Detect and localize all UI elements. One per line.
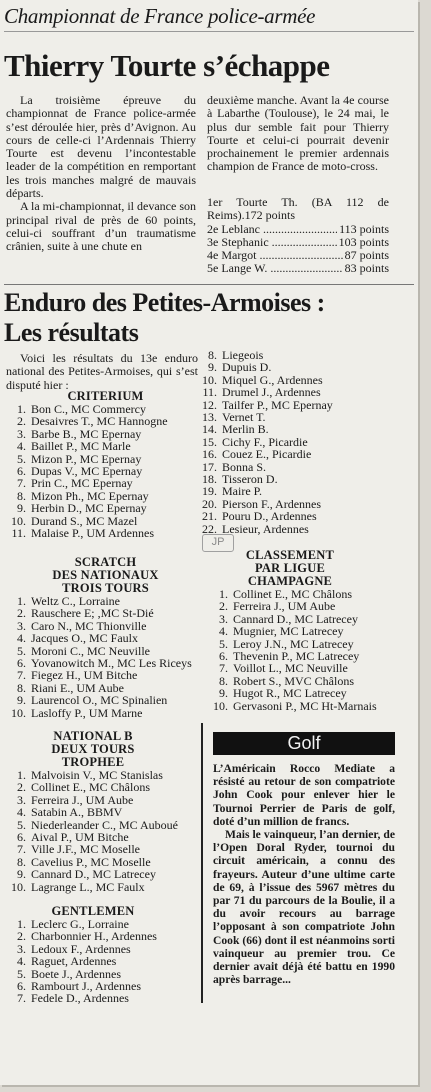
list-number: 14. — [202, 422, 217, 437]
title-line: DEUX TOURS — [51, 742, 135, 756]
list-number: 8. — [208, 348, 217, 362]
gentlemen-title: GENTLEMEN — [51, 904, 135, 918]
section-divider — [4, 284, 414, 285]
list-text: Riani E., UM Aube — [31, 680, 124, 695]
list-item — [8, 843, 203, 855]
list-text: Pouru D., Ardennes — [222, 509, 317, 524]
list-number: 5. — [17, 643, 26, 658]
golf-paragraph: Mais le vainqueur, l’an dernier, de l’Open Doral Ryder, tournoi du circuit américain, a connu des frayeurs. Auteur d’une ultime carte de 69, à l’issue des 5967 mètres du par 71 du parcours de la Boulie, il a du avoir recours au barrage l’opposant à son compatriote John Cook (66) dont il est néanmoins sorti vainqueur au premier trou. Ce dernier avait déjà été battu en 1990 après barrage... — [213, 828, 395, 987]
list-number: 5. — [17, 966, 26, 981]
article-paragraph: deuxième manche. Avant la 4e course à Labarthe (Toulouse), le 24 mai, le plus dur semble fait pour Thierry Tourte et celui-ci pourrait devenir prochainement le premier ardennais champion de France de moto-cross. — [207, 93, 389, 174]
list-number: 21. — [202, 509, 217, 524]
title-line: DES NATIONAUX — [52, 568, 159, 582]
list-number: 3. — [17, 792, 26, 807]
list-number: 8. — [17, 854, 26, 869]
list-number: 1. — [17, 917, 26, 931]
list-text: Leclerc G., Lorraine — [31, 917, 129, 931]
list-item — [8, 868, 203, 880]
criterium-continued-list — [199, 349, 394, 535]
list-text: Jacques O., MC Faulx — [31, 631, 138, 646]
list-text: Fedele D., Ardennes — [31, 991, 129, 1006]
list-number: 4. — [17, 805, 26, 820]
list-number: 10. — [213, 698, 228, 713]
list-text: Miquel G., Ardennes — [222, 372, 323, 387]
list-number: 4. — [17, 439, 26, 454]
criterium-title: CRITERIUM — [67, 389, 144, 403]
list-text: Merlin B. — [222, 422, 269, 437]
enduro-intro — [6, 352, 198, 392]
result-points: 83 points — [344, 261, 389, 276]
list-number: 9. — [219, 686, 228, 701]
list-item — [199, 423, 394, 435]
list-number: 18. — [202, 472, 217, 487]
list-text: Tisseron D. — [222, 472, 278, 487]
list-number: 1. — [17, 594, 26, 608]
gentlemen-list — [8, 918, 203, 1005]
list-number: 2. — [17, 414, 26, 429]
criterium-list — [8, 403, 203, 539]
list-number: 20. — [202, 496, 217, 511]
list-text: Tailfer P., MC Epernay — [222, 397, 333, 412]
list-text: Satabin A., BBMV — [31, 805, 123, 820]
result-row — [207, 223, 389, 236]
golf-paragraph: L’Américain Rocco Mediate a résisté au retour de son compatriote John Cook pour enlever hier le Tournoi Perrier de Paris de golf, doté d’un million de francs. — [213, 762, 395, 828]
list-item — [8, 781, 203, 793]
list-text: Mizon P., MC Epernay — [31, 451, 142, 466]
list-text: Mugnier, MC Latrecey — [233, 624, 344, 639]
list-text: Hugot R., MC Latrecey — [233, 686, 347, 701]
list-text: Ledoux F., Ardennes — [31, 941, 131, 956]
title-line: TROIS TOURS — [62, 581, 149, 595]
criterium-continued — [199, 349, 394, 535]
title-line: PAR LIGUE — [255, 561, 325, 575]
list-text: Liegeois — [222, 348, 264, 362]
list-text: Cannard D., MC Latrecey — [233, 611, 358, 626]
title-line: NATIONAL B — [53, 729, 133, 743]
criterium-section — [8, 390, 203, 539]
list-number: 3. — [17, 941, 26, 956]
list-number: 5. — [17, 817, 26, 832]
list-number: 10. — [11, 705, 26, 720]
list-number: 6. — [17, 830, 26, 845]
result-name: 2e Leblanc ..... — [207, 223, 337, 236]
article-paragraph: La troisième épreuve du championnat de France police-armée s’est déroulée hier, près d’Avignon. Au cours de celle-ci l’Ardennais Thierry Tourte est devenu l’incontestable leader de la compétition en remportant les trois manches malgré de mauvais départs. — [6, 93, 196, 201]
list-number: 8. — [219, 673, 228, 688]
list-text: Thevenin P., MC Latrecey — [233, 649, 360, 664]
scratch-list — [8, 595, 203, 719]
list-text: Gervasoni P., MC Ht-Marnais — [233, 698, 377, 713]
list-number: 17. — [202, 459, 217, 474]
list-text: Ville J.F., MC Moselle — [31, 842, 140, 857]
list-item — [8, 707, 203, 719]
enduro-headline-line: Les résultats — [4, 318, 139, 347]
list-text: Vernet T. — [222, 410, 266, 425]
list-number: 7. — [17, 476, 26, 491]
list-item — [8, 632, 203, 644]
classement-section — [210, 549, 405, 712]
enduro-headline-line: Enduro des Petites-Armoises : — [4, 288, 325, 317]
list-text: Raguet, Ardennes — [31, 954, 117, 969]
list-number: 3. — [17, 426, 26, 441]
list-text: Drumel J., Ardennes — [222, 385, 321, 400]
list-number: 2. — [17, 780, 26, 795]
list-number: 11. — [202, 385, 217, 400]
list-text: Couez E., Picardie — [222, 447, 312, 462]
list-number: 5. — [17, 451, 26, 466]
list-number: 1. — [219, 587, 228, 601]
list-text: Weltz C., Lorraine — [31, 594, 120, 608]
result-points: 113 points — [339, 221, 389, 236]
list-number: 8. — [17, 488, 26, 503]
list-text: Leroy J.N., MC Latrecey — [233, 636, 354, 651]
list-item — [8, 527, 203, 539]
enduro-headline — [4, 288, 325, 348]
list-item — [8, 607, 203, 619]
national-b-list — [8, 769, 203, 893]
list-number: 12. — [202, 397, 217, 412]
result-name: 4e Margot ..... — [207, 249, 343, 262]
list-number: 9. — [17, 867, 26, 882]
result-points: 87 points — [344, 248, 389, 263]
article-kicker: Championnat de France police-armée — [4, 4, 414, 32]
article-column-1 — [6, 94, 196, 254]
list-text: Cavelius P., MC Moselle — [31, 854, 151, 869]
list-item — [210, 700, 405, 712]
list-text: Voillot L., MC Neuville — [233, 661, 348, 676]
list-text: Moroni C., MC Neuville — [31, 643, 150, 658]
list-text: Lagrange L., MC Faulx — [31, 879, 145, 894]
list-text: Robert S., MVC Châlons — [233, 673, 355, 688]
list-text: Malaise P., UM Ardennes — [31, 526, 154, 541]
list-text: Ferreira J., UM Aube — [233, 599, 336, 614]
list-text: Prin C., MC Epernay — [31, 476, 133, 491]
list-text: Malvoisin V., MC Stanislas — [31, 768, 163, 782]
national-b-section — [8, 730, 203, 893]
result-row — [207, 249, 389, 262]
list-number: 5. — [219, 636, 228, 651]
list-number: 2. — [17, 606, 26, 621]
list-number: 10. — [11, 513, 26, 528]
list-number: 6. — [17, 979, 26, 994]
list-number: 6. — [219, 649, 228, 664]
stamp-mark: JP — [202, 534, 234, 552]
list-item — [8, 881, 203, 893]
list-number: 7. — [219, 661, 228, 676]
list-number: 9. — [208, 360, 217, 375]
list-text: Charbonnier H., Ardennes — [31, 929, 157, 944]
list-text: Baillet P., MC Marle — [31, 439, 131, 454]
article-paragraph: A la mi-championnat, il devance son principal rival de près de 60 points, celui-ci souffrant d’un traumatisme crânien, suite à une chute en — [6, 199, 196, 254]
list-text: Barbe B., MC Epernay — [31, 426, 142, 441]
list-number: 10. — [11, 879, 26, 894]
police-results-table — [207, 196, 389, 276]
list-text: Caro N., MC Thionville — [31, 618, 147, 633]
title-line: CLASSEMENT — [245, 548, 335, 562]
list-number: 6. — [17, 656, 26, 671]
article-headline: Thierry Tourte s’échappe — [4, 48, 330, 83]
list-number: 3. — [219, 611, 228, 626]
list-text: Fiegez H., UM Bitche — [31, 668, 138, 683]
list-text: Rambourt J., Ardennes — [31, 979, 141, 994]
list-item — [199, 485, 394, 497]
list-text: Pierson F., Ardennes — [222, 496, 322, 511]
list-number: 1. — [17, 402, 26, 416]
list-number: 10. — [202, 372, 217, 387]
result-row — [207, 262, 389, 275]
list-text: Cannard D., MC Latrecey — [31, 867, 156, 882]
list-text: Desaivres T., MC Hannogne — [31, 414, 168, 429]
title-line: SCRATCH — [74, 555, 137, 569]
result-name: 5e Lange W. ..... — [207, 262, 343, 275]
list-item — [8, 806, 203, 818]
title-line: CHAMPAGNE — [247, 574, 333, 588]
list-item — [8, 669, 203, 681]
list-item — [8, 930, 203, 942]
list-number: 2. — [17, 929, 26, 944]
list-text: Ferreira J., UM Aube — [31, 792, 134, 807]
list-text: Collinet E., MC Châlons — [233, 587, 353, 601]
list-item — [199, 448, 394, 460]
result-row: 1er Tourte Th. (BA 112 de Reims).172 points — [207, 195, 389, 223]
list-number: 7. — [17, 842, 26, 857]
list-text: Laurencol O., MC Spinalien — [31, 693, 168, 708]
list-number: 1. — [17, 768, 26, 782]
gentlemen-section — [8, 905, 203, 1005]
list-item — [210, 687, 405, 699]
result-name: 3e Stephanic ..... — [207, 236, 337, 249]
list-text: Herbin D., MC Epernay — [31, 501, 147, 516]
national-b-title — [8, 730, 178, 769]
list-text: Collinet E., MC Châlons — [31, 780, 151, 795]
list-item — [8, 440, 203, 452]
list-text: Niederleander C., MC Auboué — [31, 817, 178, 832]
list-text: Lesieur, Ardennes — [222, 521, 309, 536]
list-item — [8, 477, 203, 489]
list-text: Bon C., MC Commercy — [31, 402, 147, 416]
list-number: 13. — [202, 410, 217, 425]
list-item — [210, 600, 405, 612]
list-item — [199, 510, 394, 522]
list-text: Yovanowitch M., MC Les Riceys — [31, 656, 192, 671]
list-item — [210, 662, 405, 674]
list-number: 4. — [17, 631, 26, 646]
article-column-2 — [207, 94, 389, 174]
list-item — [8, 992, 203, 1004]
list-number: 4. — [219, 624, 228, 639]
list-text: Maire P. — [222, 484, 262, 499]
result-row — [207, 236, 389, 249]
classement-title — [210, 549, 370, 588]
list-number: 2. — [219, 599, 228, 614]
list-item — [199, 386, 394, 398]
list-text: Boete J., Ardennes — [31, 966, 121, 981]
list-text: Bonna S. — [222, 459, 267, 474]
classement-list — [210, 588, 405, 712]
golf-banner: Golf — [213, 732, 395, 755]
list-number: 11. — [11, 526, 26, 541]
golf-article — [213, 762, 395, 986]
list-item — [199, 361, 394, 373]
list-text: Dupuis D. — [222, 360, 272, 375]
list-item — [8, 415, 203, 427]
list-text: Dupas V., MC Epernay — [31, 464, 143, 479]
list-number: 15. — [202, 434, 217, 449]
list-item — [8, 694, 203, 706]
list-number: 19. — [202, 484, 217, 499]
list-number: 9. — [17, 693, 26, 708]
list-item — [8, 955, 203, 967]
title-line: TROPHEE — [61, 755, 125, 769]
list-number: 6. — [17, 464, 26, 479]
list-text: Aival P., UM Bitche — [31, 830, 129, 845]
list-number: 4. — [17, 954, 26, 969]
list-number: 9. — [17, 501, 26, 516]
list-number: 7. — [17, 668, 26, 683]
list-text: Durand S., MC Mazel — [31, 513, 138, 528]
scratch-section — [8, 556, 203, 719]
list-text: Mizon Ph., MC Epernay — [31, 488, 149, 503]
list-text: Rauschere E; ,MC St-Dié — [31, 606, 154, 621]
list-item — [8, 502, 203, 514]
list-number: 22. — [202, 521, 217, 536]
result-points: 103 points — [338, 234, 389, 249]
list-number: 16. — [202, 447, 217, 462]
list-item — [210, 625, 405, 637]
scratch-title — [8, 556, 203, 595]
enduro-intro-text: Voici les résultats du 13e enduro national des Petites-Armoises, qui s’est disputé hier : — [6, 351, 198, 392]
list-text: Lasloffy P., UM Marne — [31, 705, 143, 720]
list-number: 7. — [17, 991, 26, 1006]
list-text: Cichy F., Picardie — [222, 434, 308, 449]
list-number: 8. — [17, 680, 26, 695]
list-number: 3. — [17, 618, 26, 633]
